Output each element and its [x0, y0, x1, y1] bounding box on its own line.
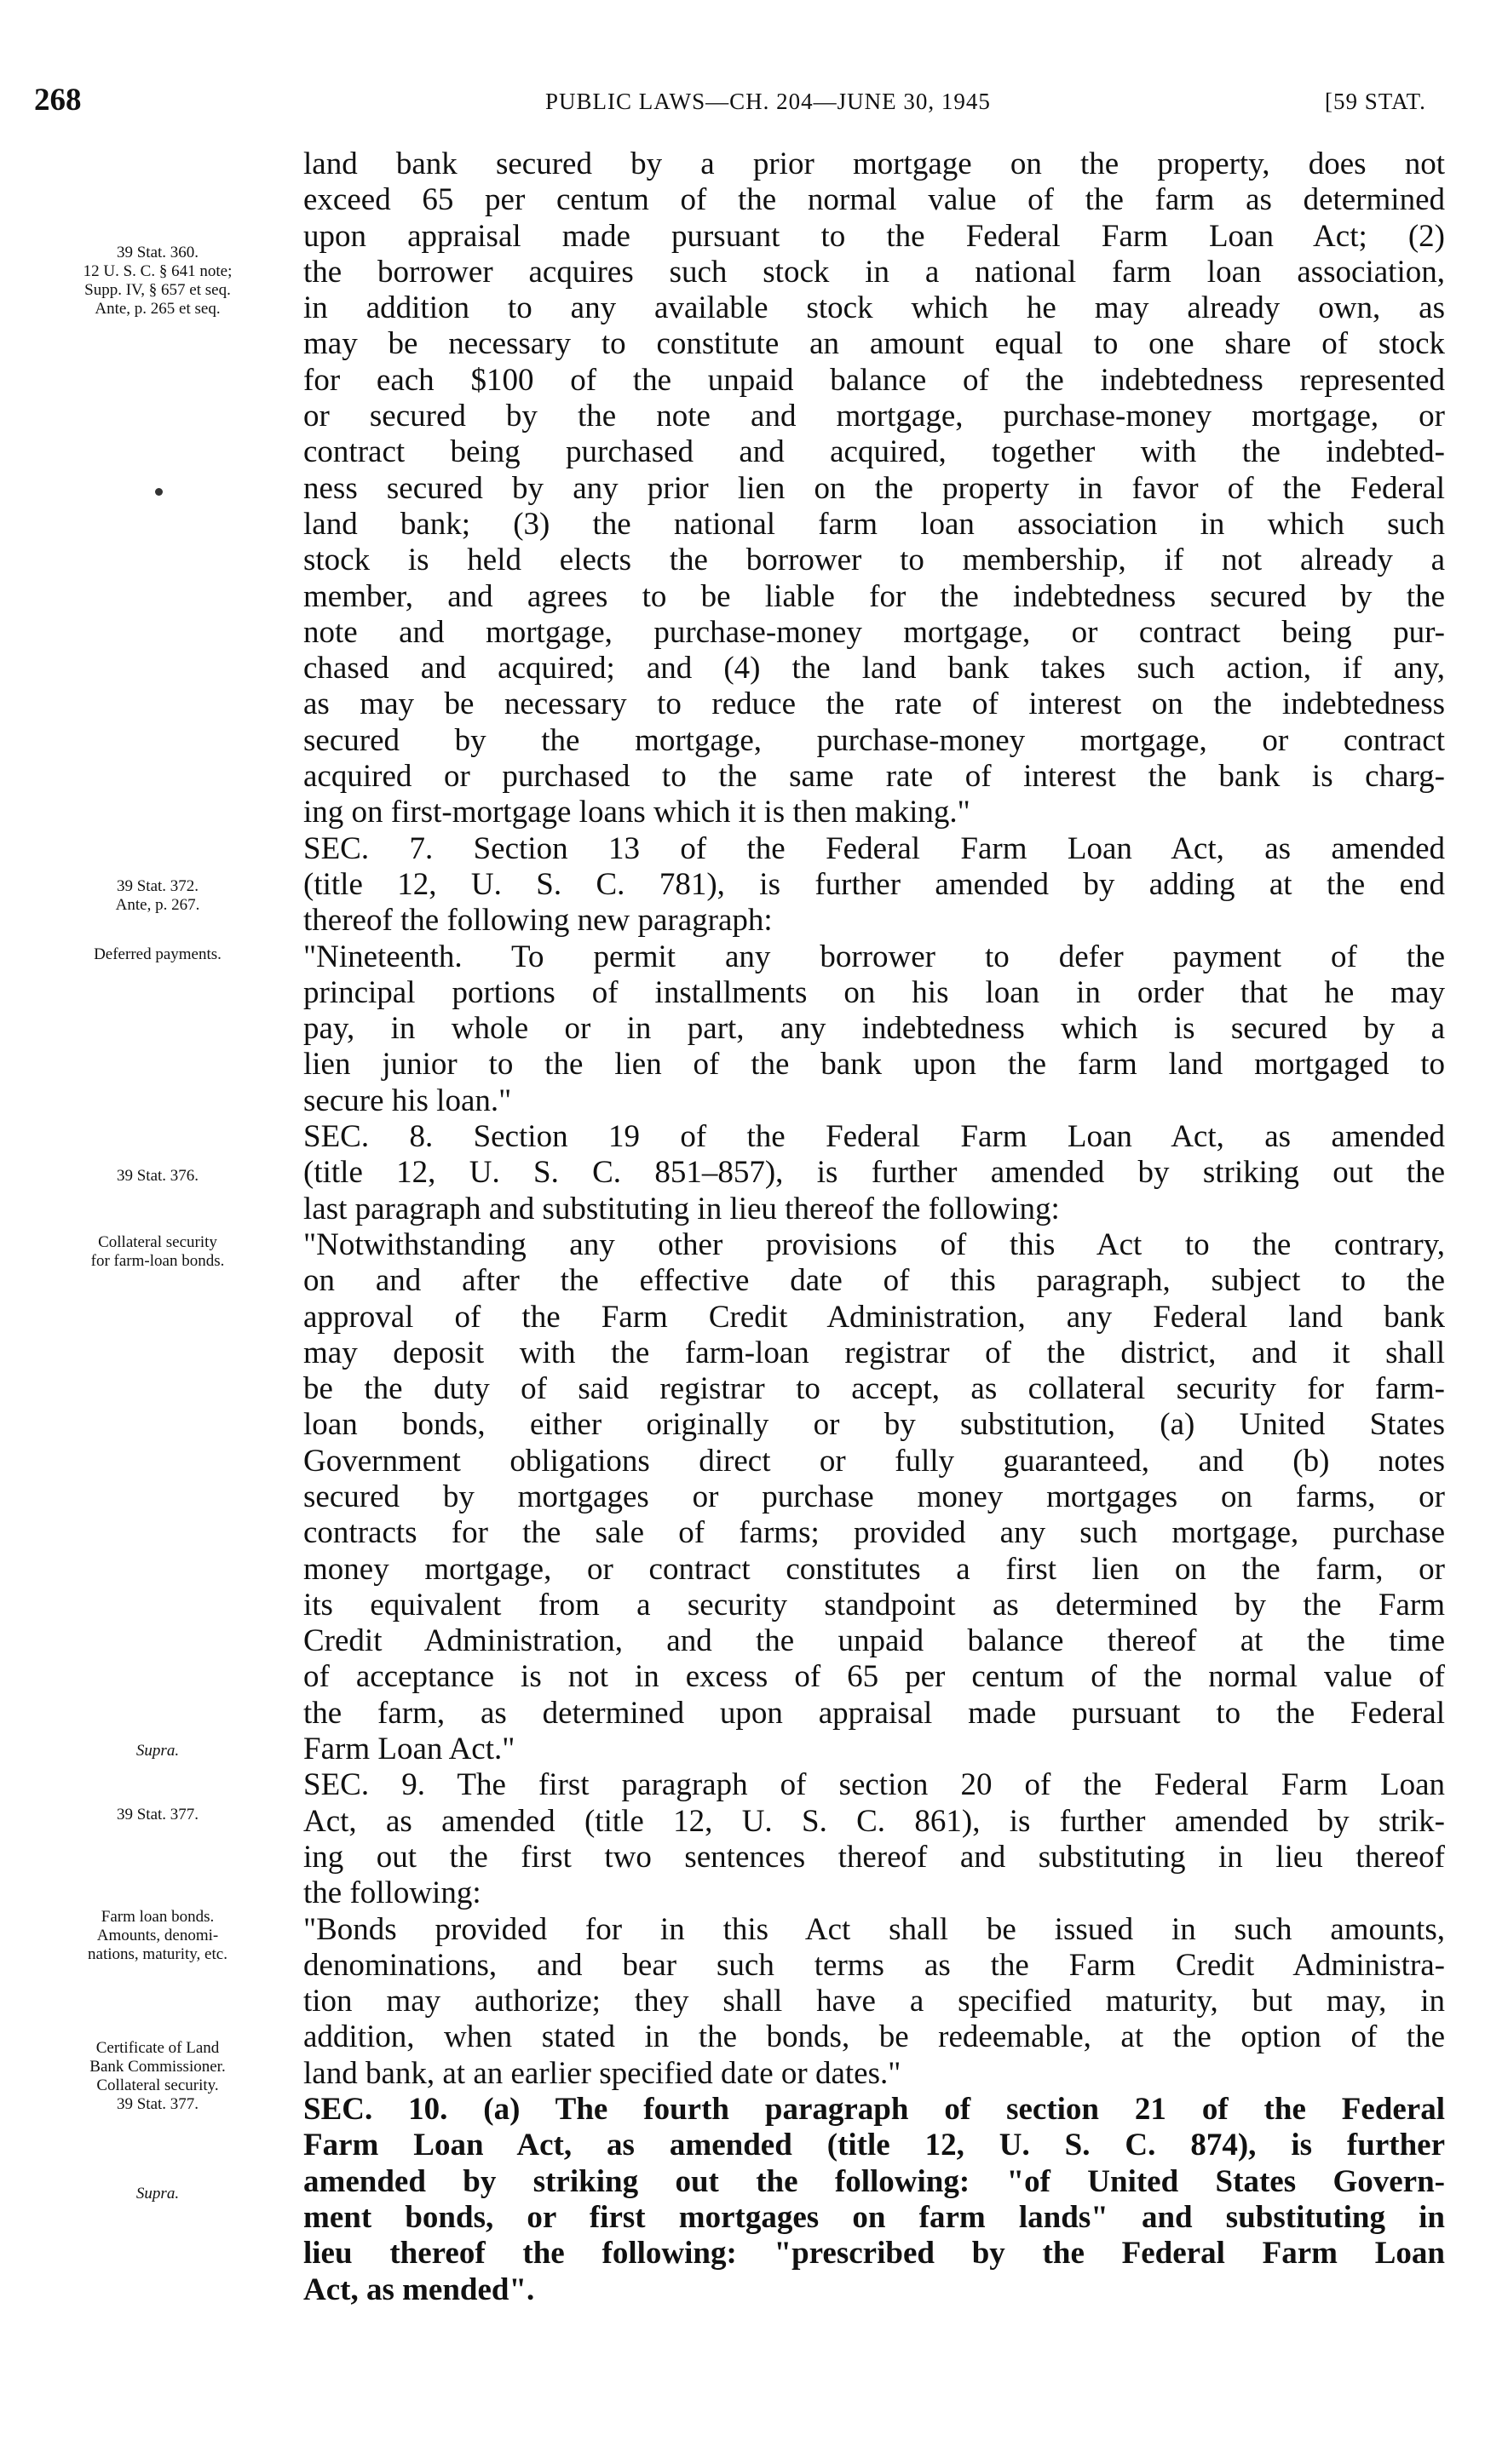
- margin-note-line: Supra.: [135, 2185, 180, 2203]
- margin-note-line: 39 Stat. 377.: [116, 2095, 199, 2113]
- margin-note-5: [26, 1233, 290, 1271]
- statute-reference: [59 STAT.: [1325, 89, 1426, 114]
- text-line: loan bonds, either originally or by substitution, (a) United States: [303, 1407, 1445, 1443]
- text-line: of acceptance is not in excess of 65 per centum of the normal value of: [303, 1659, 1445, 1695]
- text-line: contract being purchased and acquired, together with the indebted-: [303, 434, 1445, 470]
- margin-note-line: for farm-loan bonds.: [90, 1252, 225, 1270]
- margin-note-2: [26, 877, 290, 915]
- text-line: upon appraisal made pursuant to the Federal Farm Loan Act; (2): [303, 218, 1445, 254]
- margin-note-8: [26, 1908, 290, 1964]
- margin-note-line: Supp. IV, § 657 et seq.: [84, 281, 231, 299]
- margin-note-line: Deferred payments.: [94, 945, 222, 963]
- text-line: contracts for the sale of farms; provided any such mortgage, purchase: [303, 1515, 1445, 1551]
- text-line: or secured by the note and mortgage, purchase-money mortgage, or: [303, 399, 1445, 434]
- text-line: last paragraph and substituting in lieu thereof the following:: [303, 1191, 1060, 1226]
- margin-note-9: [26, 2039, 290, 2114]
- text-line: stock is held elects the borrower to membership, if not already a: [303, 543, 1445, 578]
- text-line: land bank; (3) the national farm loan association in which such: [303, 506, 1445, 542]
- margin-note-7: [26, 1806, 290, 1824]
- text-line: chased and acquired; and (4) the land bank takes such action, if any,: [303, 651, 1445, 686]
- text-line: for each $100 of the unpaid balance of the indebtedness represented: [303, 362, 1445, 398]
- margin-note-1: [26, 244, 290, 319]
- text-line: (title 12, U. S. C. 851–857), is further amended by striking out the: [303, 1155, 1445, 1191]
- text-line: exceed 65 per centum of the normal value of the farm as determined: [303, 182, 1445, 218]
- body-text: [303, 146, 1445, 2308]
- margin-note-line: Collateral security: [98, 1233, 217, 1251]
- margin-note-4: [26, 1167, 290, 1186]
- page-number: 268: [34, 83, 82, 118]
- margin-note-line: Farm loan bonds.: [101, 1908, 215, 1926]
- text-line: note and mortgage, purchase-money mortgage, or contract being pur-: [303, 614, 1445, 650]
- margin-note-line: nations, maturity, etc.: [88, 1945, 227, 1963]
- text-line: principal portions of installments on his loan in order that he may: [303, 974, 1445, 1010]
- text-line: the borrower acquires such stock in a national farm loan association,: [303, 254, 1445, 290]
- text-line: money mortgage, or contract constitutes a first lien on the farm, or: [303, 1551, 1445, 1587]
- text-line: Act, as amended (title 12, U. S. C. 861), is further amended by strik-: [303, 1803, 1445, 1839]
- text-line: addition, when stated in the bonds, be redeemable, at the option of the: [303, 2019, 1445, 2055]
- text-line: ing on first-mortgage loans which it is then making.": [303, 795, 970, 830]
- text-line: lieu thereof the following: "prescribed by the Federal Farm Loan: [303, 2236, 1445, 2272]
- margin-note-line: 39 Stat. 360.: [116, 244, 199, 261]
- text-line: SEC. 10. (a) The fourth paragraph of section 21 of the Federal: [303, 2092, 1445, 2128]
- text-line: approval of the Farm Credit Administration, any Federal land bank: [303, 1299, 1445, 1335]
- running-title: PUBLIC LAWS—CH. 204—JUNE 30, 1945: [545, 89, 991, 114]
- margin-note-10: [26, 2185, 290, 2203]
- text-line: land bank, at an earlier specified date or dates.": [303, 2055, 901, 2091]
- text-line: as may be necessary to reduce the rate of interest on the indebtedness: [303, 686, 1445, 722]
- text-line: ment bonds, or first mortgages on farm lands" and substituting in: [303, 2199, 1445, 2235]
- text-line: Farm Loan Act, as amended (title 12, U. S. C. 874), is further: [303, 2128, 1445, 2163]
- text-line: may deposit with the farm-loan registrar of the district, and it shall: [303, 1335, 1445, 1370]
- page-header: [0, 82, 1508, 123]
- text-line: land bank secured by a prior mortgage on the property, does not: [303, 146, 1445, 181]
- margin-note-line: Ante, p. 265 et seq.: [95, 300, 221, 318]
- margin-note-line: Supra.: [135, 1742, 180, 1760]
- margin-note-line: Bank Commissioner.: [89, 2058, 226, 2076]
- text-line: the farm, as determined upon appraisal made pursuant to the Federal: [303, 1695, 1445, 1731]
- text-line: ness secured by any prior lien on the property in favor of the Federal: [303, 470, 1445, 506]
- margin-note-line: 39 Stat. 372.: [116, 877, 199, 895]
- text-line: may be necessary to constitute an amount equal to one share of stock: [303, 326, 1445, 362]
- text-line: SEC. 8. Section 19 of the Federal Farm Loan Act, as amended: [303, 1119, 1445, 1155]
- margin-note-3: [26, 945, 290, 964]
- margin-note-6: [26, 1742, 290, 1760]
- stray-mark: [155, 488, 163, 496]
- margin-note-line: Amounts, denomi-: [96, 1927, 219, 1944]
- text-line: denominations, and bear such terms as the Farm Credit Administra-: [303, 1947, 1445, 1983]
- text-line: lien junior to the lien of the bank upon the farm land mortgaged to: [303, 1047, 1445, 1083]
- text-line: ing out the first two sentences thereof and substituting in lieu thereof: [303, 1839, 1445, 1875]
- text-line: SEC. 7. Section 13 of the Federal Farm Loan Act, as amended: [303, 830, 1445, 866]
- text-line: amended by striking out the following: "of United States Govern-: [303, 2163, 1445, 2199]
- text-line: SEC. 9. The first paragraph of section 20 of the Federal Farm Loan: [303, 1767, 1445, 1803]
- text-line: in addition to any available stock which he may already own, as: [303, 290, 1445, 326]
- margin-note-line: 39 Stat. 376.: [116, 1167, 199, 1185]
- text-line: its equivalent from a security standpoint as determined by the Farm: [303, 1587, 1445, 1623]
- text-line: member, and agrees to be liable for the indebtedness secured by the: [303, 578, 1445, 614]
- text-line: Farm Loan Act.": [303, 1732, 515, 1767]
- text-line: pay, in whole or in part, any indebtedness which is secured by a: [303, 1011, 1445, 1047]
- text-line: be the duty of said registrar to accept, as collateral security for farm-: [303, 1371, 1445, 1407]
- text-line: on and after the effective date of this paragraph, subject to the: [303, 1263, 1445, 1299]
- text-line: secure his loan.": [303, 1083, 512, 1118]
- text-line: "Nineteenth. To permit any borrower to defer payment of the: [303, 939, 1445, 974]
- text-line: the following:: [303, 1875, 481, 1911]
- margin-note-line: Collateral security.: [96, 2076, 219, 2094]
- text-line: "Bonds provided for in this Act shall be issued in such amounts,: [303, 1911, 1445, 1947]
- text-line: (title 12, U. S. C. 781), is further amended by adding at the end: [303, 866, 1445, 902]
- text-line: "Notwithstanding any other provisions of this Act to the contrary,: [303, 1226, 1445, 1262]
- text-line: Act, as mended".: [303, 2272, 535, 2307]
- text-line: thereof the following new paragraph:: [303, 903, 773, 939]
- margin-note-line: Certificate of Land: [95, 2039, 220, 2057]
- margin-note-line: 12 U. S. C. § 641 note;: [83, 262, 233, 280]
- margin-note-line: Ante, p. 267.: [115, 896, 200, 914]
- text-line: Credit Administration, and the unpaid balance thereof at the time: [303, 1623, 1445, 1659]
- text-line: secured by mortgages or purchase money mortgages on farms, or: [303, 1479, 1445, 1514]
- margin-note-line: 39 Stat. 377.: [116, 1806, 199, 1824]
- text-line: acquired or purchased to the same rate of interest the bank is charg-: [303, 759, 1445, 795]
- text-line: Government obligations direct or fully guaranteed, and (b) notes: [303, 1443, 1445, 1479]
- text-line: secured by the mortgage, purchase-money mortgage, or contract: [303, 722, 1445, 758]
- text-line: tion may authorize; they shall have a specified maturity, but may, in: [303, 1984, 1445, 2019]
